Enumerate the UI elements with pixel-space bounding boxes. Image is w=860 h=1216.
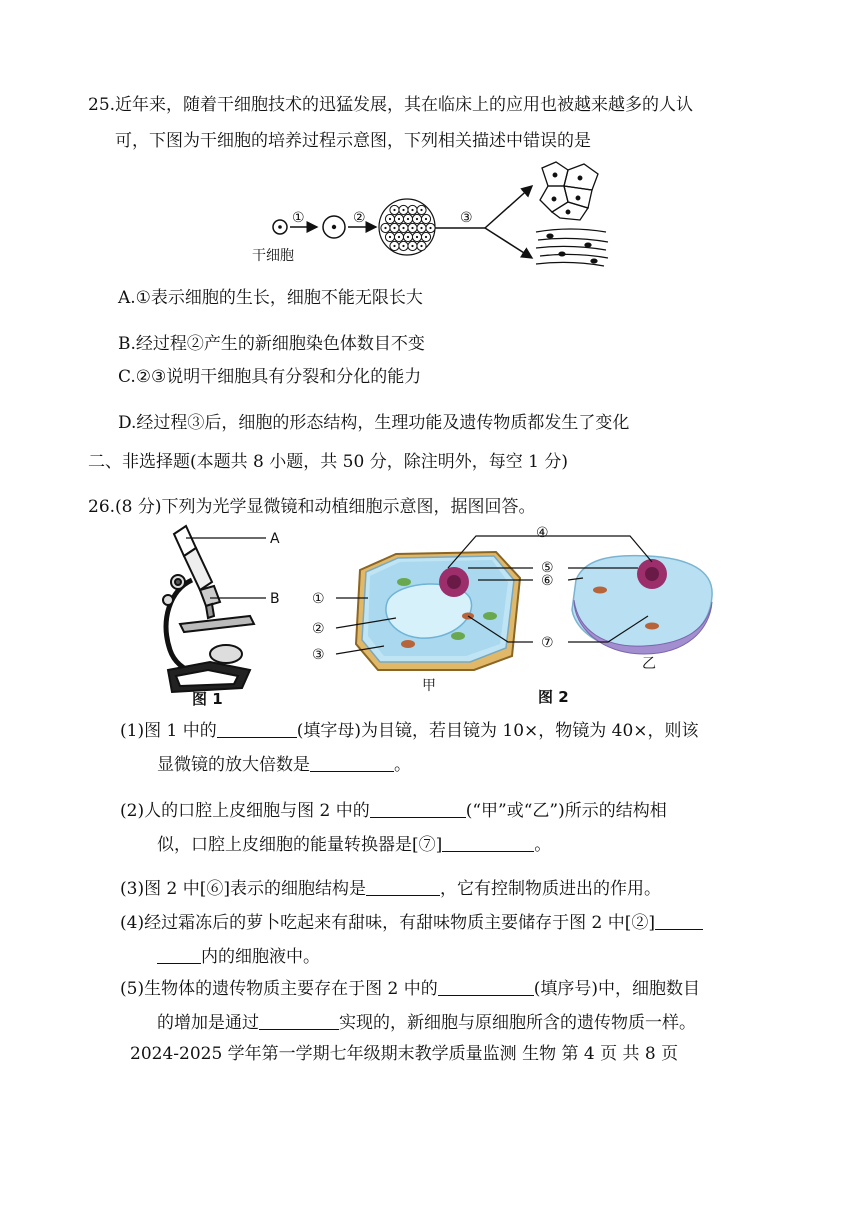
step1-label: ① <box>292 210 305 226</box>
fig2-label-7: ⑦ <box>541 635 554 651</box>
microscope-figure <box>150 520 300 710</box>
q26-s5-line1: (5)生物体的遗传物质主要存在于图 2 中的 (填序号)中，细胞数目 <box>120 979 700 999</box>
q25-line2: 可，下图为干细胞的培养过程示意图，下列相关描述中错误的是 <box>115 131 591 151</box>
step2-label: ② <box>353 210 366 226</box>
q25-option-b: B.经过程②产生的新细胞染色体数目不变 <box>118 334 425 354</box>
page-footer: 2024-2025 学年第一学期七年级期末教学质量监测 生物 第 4 页 共 8 页 <box>130 1044 679 1064</box>
answer-blank-7[interactable] <box>438 979 534 996</box>
q26-s2-line2: 似，口腔上皮细胞的能量转换器是[⑦] 。 <box>157 835 552 855</box>
plant-cell <box>356 552 520 670</box>
answer-blank-1[interactable] <box>217 721 297 738</box>
q26-s4-line1: (4)经过霜冻后的萝卜吃起来有甜味，有甜味物质主要储存于图 2 中[②] <box>120 912 703 934</box>
fig2-label-1: ① <box>312 591 325 607</box>
q26-s1-line1: (1)图 1 中的 (填字母)为目镜，若目镜为 10×，物镜为 40×，则该 <box>120 721 699 741</box>
q25-option-d: D.经过程③后，细胞的形态结构，生理功能及遗传物质都发生了变化 <box>118 413 630 433</box>
q26-s1-line2: 显微镜的放大倍数是 。 <box>157 755 411 775</box>
answer-blank-8[interactable] <box>259 1013 339 1030</box>
q25-line1: 25.近年来，随着干细胞技术的迅猛发展，其在临床上的应用也被越来越多的人认 <box>88 95 694 115</box>
answer-blank-2[interactable] <box>310 755 394 772</box>
q26-s4-line2: 内的细胞液中。 <box>157 946 320 968</box>
answer-blank-4[interactable] <box>442 835 534 852</box>
q26-s3: (3)图 2 中[⑥]表示的细胞结构是 ，它有控制物质进出的作用。 <box>120 879 661 899</box>
fig2-caption: 图 2 <box>538 688 569 706</box>
q26-s5-line2: 的增加是通过 实现的，新细胞与原细胞所含的遗传物质一样。 <box>157 1013 696 1033</box>
q25-option-c: C.②③说明干细胞具有分裂和分化的能力 <box>118 367 422 387</box>
answer-blank-6b[interactable] <box>157 947 201 964</box>
fig2-label-4: ④ <box>536 525 549 541</box>
fig1-label-b: B <box>270 591 280 607</box>
differentiated-fiber-cells <box>536 229 608 266</box>
q25-option-a: A.①表示细胞的生长，细胞不能无限长大 <box>118 288 423 308</box>
q26-s2-line1: (2)人的口腔上皮细胞与图 2 中的 (“甲”或“乙”)所示的结构相 <box>120 801 667 821</box>
fig1-label-a: A <box>270 531 280 547</box>
fig2-label-5: ⑤ <box>541 560 554 576</box>
q26-title: 26.(8 分)下列为光学显微镜和动植细胞示意图，据图回答。 <box>88 497 536 517</box>
fig2-label-3: ③ <box>312 647 325 663</box>
differentiated-polygon-cells <box>540 162 598 220</box>
stem-cell-figure <box>250 160 620 275</box>
answer-blank-3[interactable] <box>370 801 466 818</box>
answer-blank-6a[interactable] <box>655 913 703 930</box>
step3-label: ③ <box>460 210 473 226</box>
animal-cell <box>572 556 712 654</box>
cell-cluster <box>379 199 435 255</box>
fig2-label-6: ⑥ <box>541 573 554 589</box>
section2-heading: 二、非选择题(本题共 8 小题，共 50 分，除注明外，每空 1 分) <box>88 452 568 472</box>
fig2-label-2: ② <box>312 621 325 637</box>
fig2-label-yi: 乙 <box>642 656 656 672</box>
answer-blank-5[interactable] <box>366 879 440 896</box>
stem-cell-label: 干细胞 <box>252 248 294 264</box>
fig1-caption: 图 1 <box>192 690 223 708</box>
cells-figure <box>308 520 728 710</box>
fig2-label-jia: 甲 <box>422 678 436 694</box>
